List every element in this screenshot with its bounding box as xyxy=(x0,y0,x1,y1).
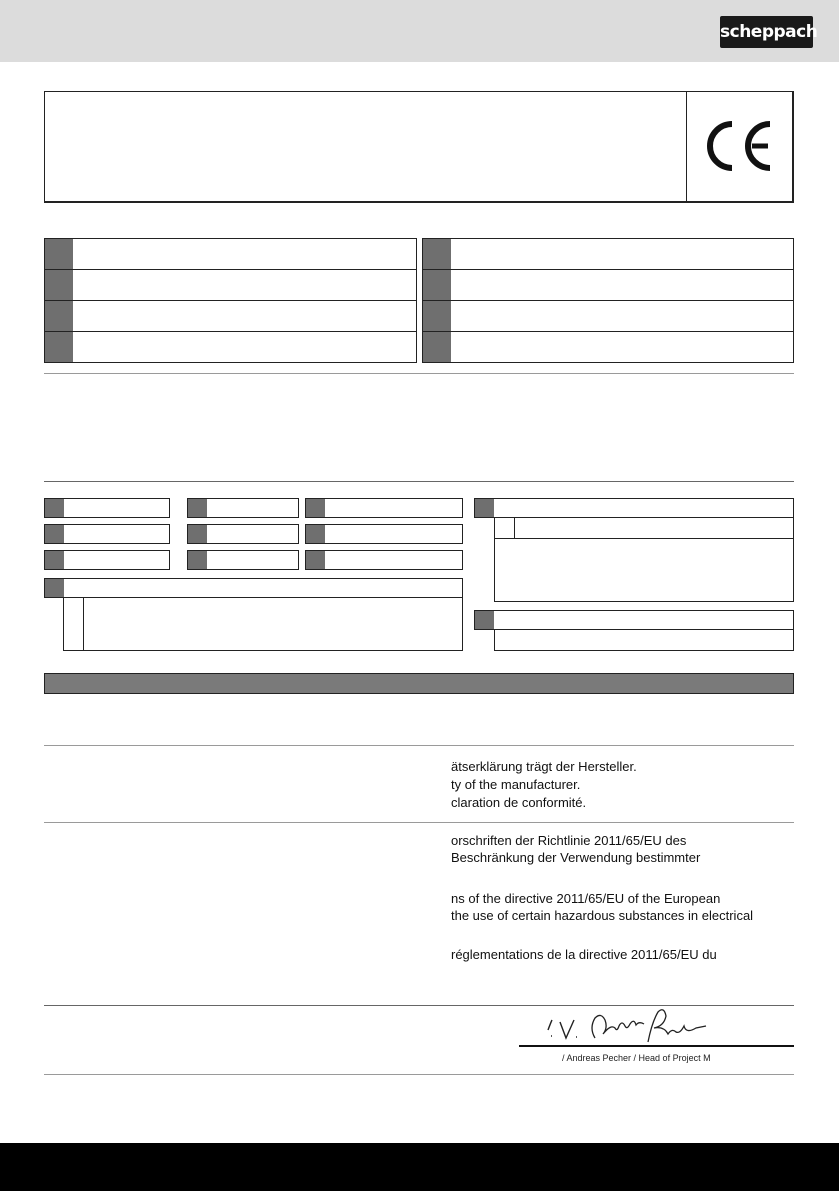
language-marker xyxy=(45,332,73,362)
directive-marker xyxy=(45,579,64,597)
declaration-title-box xyxy=(44,91,794,203)
signature-line xyxy=(519,1045,794,1047)
statement-line: Beschränkung der Verwendung bestimmter xyxy=(451,850,701,865)
title-box-divider xyxy=(686,91,687,202)
language-cell xyxy=(422,331,794,363)
language-cell xyxy=(422,269,794,301)
signatory-caption: / Andreas Pecher / Head of Project M xyxy=(562,1053,711,1063)
language-cell xyxy=(44,331,417,363)
language-marker xyxy=(423,270,451,300)
language-cell xyxy=(44,300,417,332)
statement-line: ätserklärung trägt der Hersteller. xyxy=(451,759,637,774)
directive-marker xyxy=(188,499,207,517)
section-bar xyxy=(44,673,794,694)
language-cell xyxy=(44,269,417,301)
statement-line: ty of the manufacturer. xyxy=(451,777,581,792)
directive-cell xyxy=(305,498,463,518)
directive-cell xyxy=(305,524,463,544)
header-bar xyxy=(0,0,839,62)
directive-marker xyxy=(188,551,207,569)
directive-cell xyxy=(44,578,463,598)
statement-line: the use of certain hazardous substances in electrical xyxy=(451,908,754,923)
language-marker xyxy=(423,301,451,331)
statement-line: réglementations de la directive 2011/65/EU du xyxy=(451,947,717,962)
notified-body-marker xyxy=(475,499,494,517)
statement-line: claration de conformité. xyxy=(451,795,587,810)
divider-line xyxy=(44,1074,794,1075)
language-marker xyxy=(45,301,73,331)
divider-line xyxy=(44,373,794,374)
divider-line xyxy=(44,745,794,746)
language-marker xyxy=(45,239,73,269)
directive-marker xyxy=(306,551,325,569)
footer-bar xyxy=(0,1143,839,1191)
detail-divider xyxy=(83,597,84,651)
language-cell xyxy=(44,238,417,270)
directive-cell xyxy=(305,550,463,570)
notified-body-cell xyxy=(474,498,794,518)
directive-marker xyxy=(188,525,207,543)
standards-detail xyxy=(494,629,794,651)
directive-marker xyxy=(45,525,64,543)
notified-body-detail xyxy=(494,538,794,602)
directive-detail-box xyxy=(63,597,463,651)
directive-marker xyxy=(45,551,64,569)
standards-cell xyxy=(474,610,794,630)
directive-marker xyxy=(45,499,64,517)
ce-mark-icon xyxy=(700,118,776,174)
statement-line: ns of the directive 2011/65/EU of the European xyxy=(451,891,721,906)
directive-marker xyxy=(306,499,325,517)
language-marker xyxy=(45,270,73,300)
notified-body-detail xyxy=(494,517,794,539)
directive-marker xyxy=(306,525,325,543)
divider-line xyxy=(44,481,794,482)
language-cell xyxy=(422,300,794,332)
signature-icon xyxy=(540,1000,720,1050)
scheppach-logo: scheppach xyxy=(720,16,813,48)
language-cell xyxy=(422,238,794,270)
standards-marker xyxy=(475,611,494,629)
language-marker xyxy=(423,332,451,362)
language-marker xyxy=(423,239,451,269)
statement-line: orschriften der Richtlinie 2011/65/EU des xyxy=(451,833,687,848)
divider-line xyxy=(44,822,794,823)
